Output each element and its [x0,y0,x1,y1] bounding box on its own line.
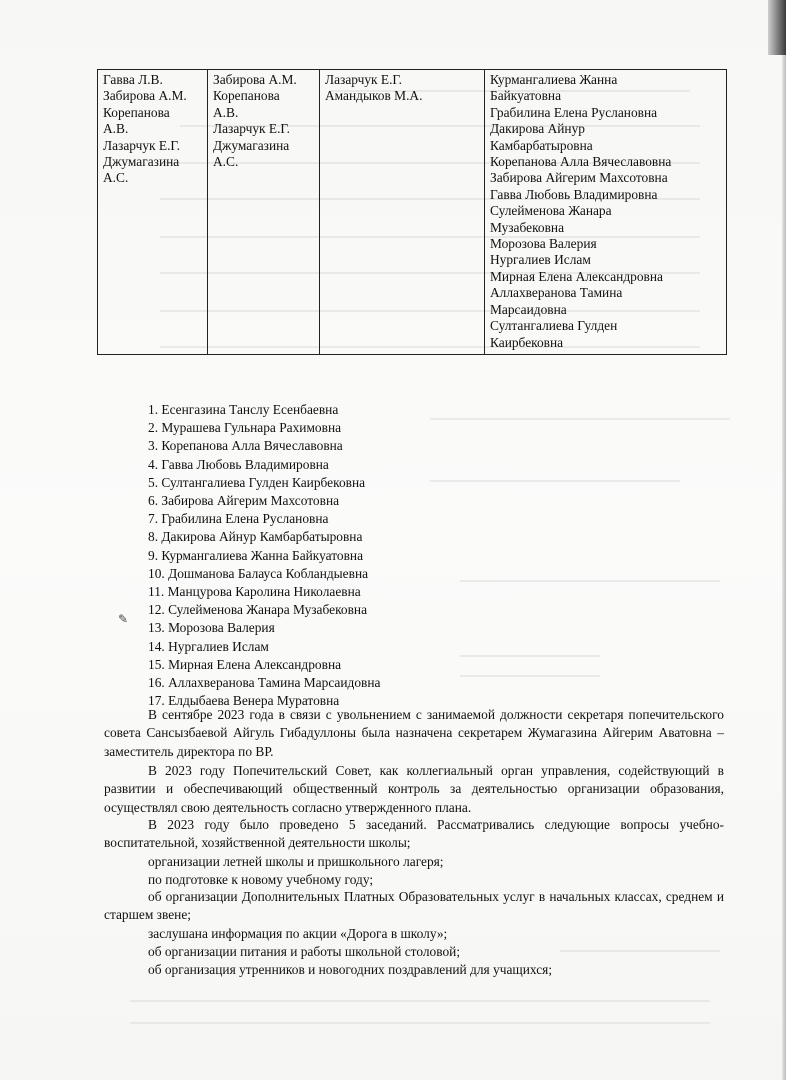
list-item-agenda: заслушана информация по акции «Дорога в школу»; [148,926,448,941]
paragraph-secretary: В сентябре 2023 года в связи с увольнением с занимаемой должности секретаря попечительского совета Сансызбаевой Айгуль Гибадуллоны была назначена секретарем Жумагазина Айгерим Аватовна – заместитель директора по ВР. [104,707,724,759]
cell-line: Каирбековна [490,334,564,350]
cell-line: Камбарбатыровна [490,137,593,153]
cell-line: Морозова Валерия [490,236,597,252]
cell-line: Байкуатовна [490,88,562,104]
cell-line: Марсаидовна [490,301,567,317]
cell-line: Корепанова [213,88,280,104]
cell-line: Забирова Айгерим Махсотовна [490,170,668,186]
cell-line: А.С. [213,154,239,170]
table-cell-col2 [208,70,320,355]
cell-line: А.С. [103,170,129,186]
list-item: 15. Мирная Елена Александровна [148,656,342,672]
list-item-agenda: об организации питания и работы школьной столовой; [148,944,461,959]
paragraph-council: В 2023 году Попечительский Совет, как коллегиальный орган управления, содействующий в развитии и обеспечивающий общественный контроль за деятельностью организации образования, осуществлял свою деятельность согласно утвержденного плана. [104,763,724,815]
cell-line: Лазарчук Е.Г. [325,72,403,87]
list-item: 11. Манцурова Каролина Николаевна [148,584,361,600]
list-item: 16. Аллахверанова Тамина Марсаидовна [148,675,381,691]
list-item: 8. Дакирова Айнур Камбарбатыровна [148,529,363,545]
list-item: 6. Забирова Айгерим Махсотовна [148,493,340,509]
list-item: 2. Мурашева Гульнара Рахимовна [148,420,342,436]
cell-line: Аллахверанова Тамина [490,285,623,301]
cell-line: Гавва Л.В. [103,72,163,87]
cell-line: Амандыков М.А. [325,88,423,104]
cell-line: Музабековна [490,219,565,235]
cell-line: Гавва Любовь Владимировна [490,186,658,202]
list-item: 1. Есенгазина Танслу Есенбаевна [148,402,339,417]
cell-line: Джумагазина [103,154,180,170]
cell-line: Мирная Елена Александровна [490,268,663,284]
smudge-mark-icon: ✎ [118,612,129,626]
cell-line: Курмангалиева Жанна [490,72,618,87]
cell-line: А.В. [213,104,239,120]
list-item-agenda: об организация утренников и новогодних поздравлений для учащихся; [148,962,553,977]
list-item: 10. Дошманова Балауса Кобландыевна [148,565,369,581]
list-item-agenda-long: об организации Дополнительных Платных Образовательных услуг в начальных классах, среднем и старшем звене; [104,889,724,923]
list-item: 13. Морозова Валерия [148,620,275,636]
table-row [98,70,727,355]
cell-line: Сулейменова Жанара [490,203,612,219]
list-item: 14. Нургалиев Ислам [148,638,269,654]
list-item: 12. Сулейменова Жанара Музабековна [148,602,368,618]
cell-line: Забирова А.М. [103,88,187,104]
cell-line: Нургалиев Ислам [490,252,591,268]
cell-line: Корепанова [103,104,170,120]
list-item: 4. Гавва Любовь Владимировна [148,456,329,472]
list-item-agenda: по подготовке к новому учебному году; [148,872,374,887]
list-item: 3. Корепанова Алла Вячеславовна [148,438,343,454]
cell-line: Забирова А.М. [213,72,297,87]
table-cell-col4 [485,70,727,355]
cell-line: Грабилина Елена Руслановна [490,104,658,120]
table-cell-col3 [320,70,485,355]
cell-line: Джумагазина [213,137,290,153]
scan-edge-right [782,55,786,1080]
scan-edge [768,0,786,55]
list-item-agenda: организации летней школы и пришкольного лагеря; [148,854,444,869]
paragraph-meetings: В 2023 году было проведено 5 заседаний. Рассматривались следующие вопросы учебно-воспитательной, хозяйственной деятельности школы; [104,817,724,851]
cell-line: Лазарчук Е.Г. [213,121,291,137]
list-item: 9. Курмангалиева Жанна Байкуатовна [148,547,364,563]
list-item: 5. Султангалиева Гулден Каирбековна [148,474,366,490]
list-item: 7. Грабилина Елена Руслановна [148,511,329,527]
cell-line: Корепанова Алла Вячеславовна [490,154,672,170]
members-table [97,69,727,355]
cell-line: Дакирова Айнур [490,121,585,137]
members-list [148,401,380,710]
cell-line: Лазарчук Е.Г. [103,137,181,153]
cell-line: Султангалиева Гулден [490,318,618,334]
table-cell-col1 [98,70,208,355]
list-item: 17. Елдыбаева Венера Муратовна [148,693,340,709]
cell-line: А.В. [103,121,129,137]
